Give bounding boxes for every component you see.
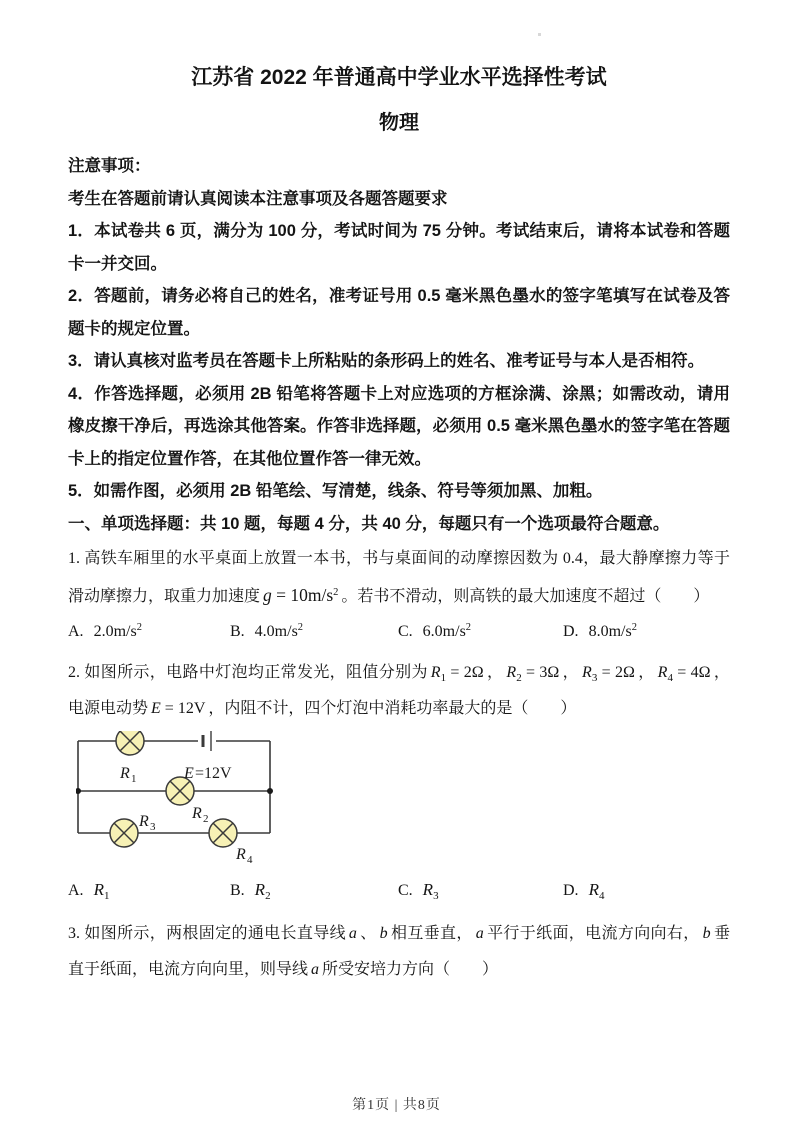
q2-emf-eq: = 12V	[160, 700, 206, 717]
q1-option-a-label: A.	[68, 623, 84, 640]
q2-resistor-4	[657, 664, 711, 684]
q2-sep-2: ，	[562, 664, 580, 681]
page-content	[0, 62, 793, 988]
q1-option-b-label: B.	[230, 623, 245, 640]
q2-option-a-label: A.	[68, 882, 84, 899]
q1-option-b-sup: 2	[297, 622, 304, 633]
q2-option-c-label: C.	[398, 882, 413, 899]
q1-text-before: 1. 高铁车厢里的水平桌面上放置一本书，书与桌面间的动摩擦因数为 0.4，最大静摩擦力等于滑动摩擦力，取重力加速度	[68, 550, 730, 605]
q3-seg-6: 平行于纸面，电流方向向右，	[486, 925, 700, 942]
q2-option-d-var: R	[588, 880, 599, 899]
notice-item-4: 4．作答选择题，必须用 2B 铅笔将答题卡上对应选项的方框涂满、涂黑；如需改动，请用橡皮擦干净后，再选涂其他答案。作答非选择题，必须用 0.5 毫米黑色墨水的签字笔在答题卡上的指定位置作答，在其他位置作答一律无效。	[68, 384, 730, 468]
q2-option-a-var: R	[93, 880, 104, 899]
q1-option-c-value: 6.0m/s	[422, 623, 466, 640]
q1-option-d-label: D.	[563, 623, 579, 640]
q2-r3-eq: = 2Ω	[597, 664, 635, 681]
circuit-figure	[76, 731, 730, 869]
question-3	[68, 916, 730, 988]
doc-title: 江苏省 2022 年普通高中学业水平选择性考试	[191, 66, 607, 89]
junction-dot-left	[76, 788, 81, 794]
q2-option-c	[398, 875, 563, 906]
circuit-label-r1: R	[120, 765, 130, 782]
circuit-diagram	[76, 731, 306, 869]
q1-option-c	[398, 617, 563, 647]
q2-emf-var: E	[151, 700, 161, 717]
q2-emf	[151, 700, 205, 717]
q3-seg-8: 垂直于纸面，电流方向向里，则导线	[68, 925, 730, 978]
q3-var-b-2: b	[702, 925, 711, 942]
q2-r4-var: R	[657, 664, 668, 681]
q1-option-b	[230, 617, 398, 647]
circuit-label-r3: R	[139, 813, 149, 830]
q1-option-a-sup: 2	[136, 622, 142, 633]
circuit-label-r4: R	[236, 846, 246, 863]
q2-r3-sub: 3	[591, 672, 598, 684]
lamp-icon-r4	[209, 819, 237, 847]
doc-subject: 物理	[379, 112, 419, 134]
q2-resistor-2	[506, 664, 560, 684]
circuit-label-r2-sub: 2	[203, 813, 209, 825]
q2-option-d-label: D.	[563, 882, 579, 899]
notice-item-1: 1．本试卷共 6 页，满分为 100 分，考试时间为 75 分钟。考试结束后，请将本试卷和答题卡一并交回。	[68, 222, 730, 273]
q2-option-a	[68, 875, 230, 906]
q1-formula-sup: 2	[333, 587, 339, 598]
q2-option-b-label: B.	[230, 882, 245, 899]
q2-option-b-sub: 2	[265, 890, 271, 902]
q2-sep-1: ，	[486, 664, 504, 681]
q2-option-b-var: R	[254, 880, 266, 899]
q2-text-intro: 2. 如图所示，电路中灯泡均正常发光，阻值分别为	[68, 664, 428, 681]
q2-option-c-sub: 3	[433, 890, 439, 902]
q2-r1-eq: = 2Ω	[446, 664, 484, 681]
q2-text-mid: ，电源电动势	[68, 664, 730, 717]
page-number: 第1页 | 共8页	[352, 1098, 441, 1113]
q1-option-a	[68, 617, 230, 647]
lamp-icon-r1	[116, 731, 144, 755]
q2-r2-sub: 2	[516, 672, 522, 684]
q3-seg-0: 3. 如图所示，两根固定的通电长直导线	[68, 925, 346, 942]
q3-var-b-1: b	[379, 925, 388, 942]
q2-option-c-var: R	[422, 880, 434, 899]
q2-option-d	[563, 875, 730, 906]
q2-resistor-1	[430, 664, 484, 684]
q2-r1-sub: 1	[440, 672, 447, 684]
section-1-heading: 一、单项选择题：共 10 题，每题 4 分，共 40 分，每题只有一个选项最符合题意。	[68, 514, 670, 533]
notice-item-3: 3．请认真核对监考员在答题卡上所粘贴的条形码上的姓名、准考证号与本人是否相符。	[68, 352, 705, 370]
q2-r4-eq: = 4Ω	[672, 664, 711, 681]
q2-r2-var: R	[506, 664, 517, 681]
q2-option-d-sub: 4	[598, 890, 605, 902]
q1-formula-var: g	[263, 585, 272, 605]
q2-r3-var: R	[582, 664, 592, 681]
circuit-label-emf-var: E	[184, 765, 194, 782]
q1-option-c-label: C.	[398, 623, 413, 640]
q3-seg-2: 、	[359, 925, 377, 942]
q2-r4-sub: 4	[667, 672, 673, 684]
circuit-label-r2: R	[192, 805, 202, 822]
battery-icon	[203, 731, 211, 751]
circuit-label-emf-eq: =12V	[195, 765, 232, 782]
junction-dot-right	[267, 788, 273, 794]
question-1	[68, 541, 730, 615]
q2-text-end: ，内阻不计，四个灯泡中消耗功率最大的是（ ）	[208, 700, 577, 717]
q1-option-d-sup: 2	[631, 622, 637, 633]
q1-option-d-value: 8.0m/s	[588, 623, 632, 640]
q1-option-a-value: 2.0m/s	[93, 623, 137, 640]
q3-var-a-1: a	[348, 925, 357, 942]
q1-options	[68, 617, 730, 647]
lamp-icon-r3	[110, 819, 138, 847]
q2-option-b	[230, 875, 398, 906]
q2-r2-eq: = 3Ω	[521, 664, 560, 681]
notice-item-2: 2．答题前，请务必将自己的姓名，准考证号用 0.5 毫米黑色墨水的签字笔填写在试卷及答题卡的规定位置。	[68, 287, 730, 338]
q3-seg-4: 相互垂直，	[390, 925, 473, 942]
q3-var-a-3: a	[311, 961, 320, 978]
scan-artifact-dot	[538, 33, 541, 36]
notice-heading: 注意事项：	[68, 157, 151, 175]
q3-var-a-2: a	[475, 925, 484, 942]
q2-options	[68, 875, 730, 906]
q1-option-b-value: 4.0m/s	[254, 623, 298, 640]
q1-option-d	[563, 617, 730, 647]
q2-r1-var: R	[430, 664, 441, 681]
q1-formula-body: = 10m/s	[271, 585, 334, 605]
q2-resistor-3	[582, 664, 635, 684]
q1-formula	[263, 585, 338, 605]
question-2	[68, 655, 730, 727]
circuit-label-r1-sub: 1	[131, 773, 137, 785]
circuit-label-r4-sub: 4	[247, 854, 253, 866]
q1-text-after: 。若书不滑动，则高铁的最大加速度不超过（ ）	[341, 588, 710, 605]
q2-sep-3: ，	[637, 664, 655, 681]
circuit-label-r3-sub: 3	[150, 821, 156, 833]
q1-option-c-sup: 2	[465, 622, 472, 633]
q2-option-a-sub: 1	[103, 890, 110, 902]
notice-intro: 考生在答题前请认真阅读本注意事项及各题答题要求	[68, 189, 448, 208]
q3-seg-10: 所受安培力方向（ ）	[322, 961, 499, 978]
notice-item-5: 5．如需作图，必须用 2B 铅笔绘、写清楚，线条、符号等须加黑、加粗。	[68, 482, 603, 500]
